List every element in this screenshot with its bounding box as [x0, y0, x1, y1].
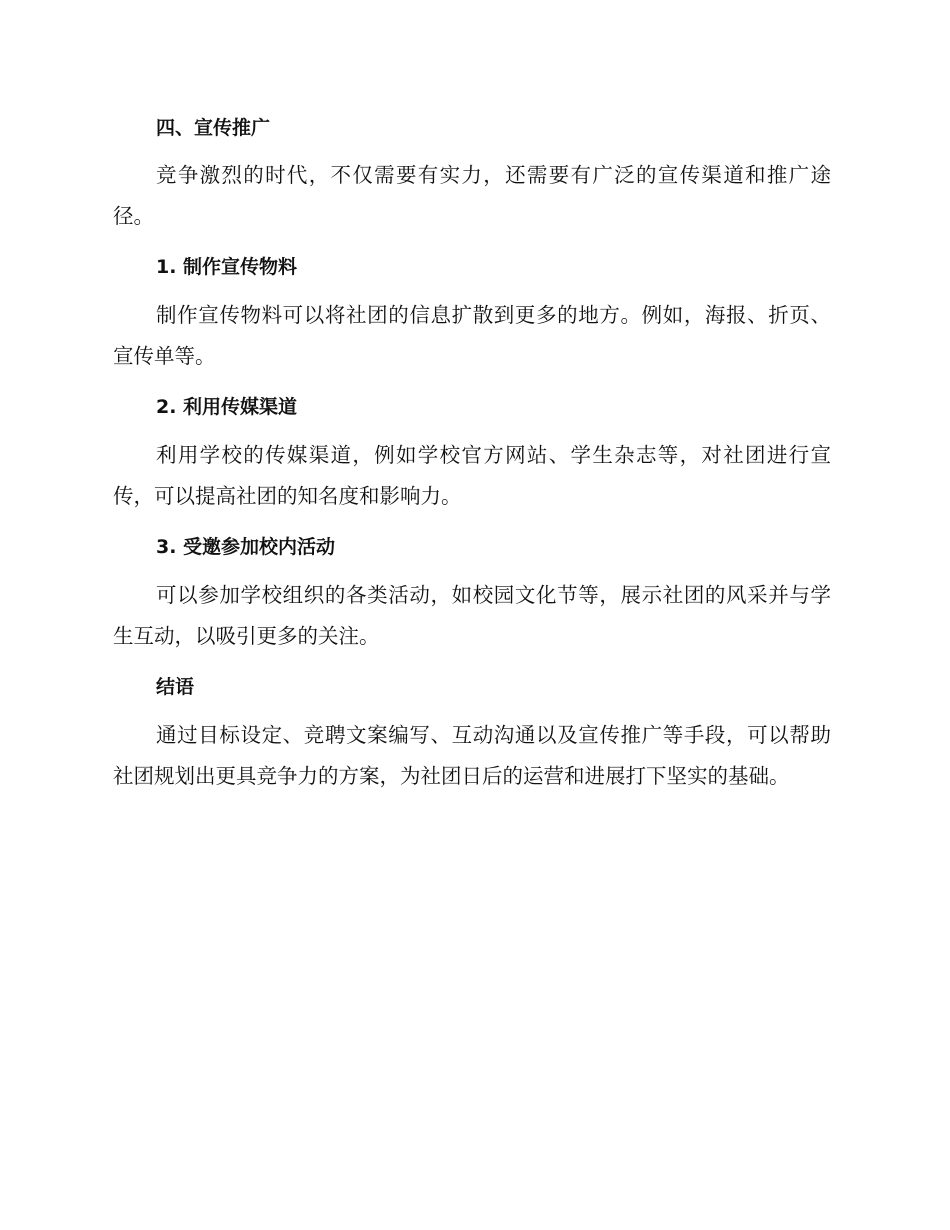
subsection-paragraph-2: 利用学校的传媒渠道，例如学校官方网站、学生杂志等，对社团进行宣传，可以提高社团的知名度和影响力。 [113, 443, 831, 508]
conclusion-paragraph: 通过目标设定、竞聘文案编写、互动沟通以及宣传推广等手段，可以帮助社团规划出更具竞争力的方案，为社团日后的运营和进展打下坚实的基础。 [113, 723, 831, 788]
conclusion-heading: 结语 [156, 676, 195, 698]
subsection-heading-3: 3. 受邀参加校内活动 [156, 536, 336, 558]
subsection-paragraph-3: 可以参加学校组织的各类活动，如校园文化节等，展示社团的风采并与学生互动，以吸引更多的关注。 [113, 583, 831, 648]
subsection-paragraph-1: 制作宣传物料可以将社团的信息扩散到更多的地方。例如，海报、折页、宣传单等。 [113, 303, 831, 368]
document-page [113, 108, 831, 797]
section-intro-paragraph: 竞争激烈的时代，不仅需要有实力，还需要有广泛的宣传渠道和推广途径。 [113, 163, 831, 228]
subsection-heading-2: 2. 利用传媒渠道 [156, 396, 298, 418]
subsection-heading-1: 1. 制作宣传物料 [156, 256, 298, 278]
section-heading: 四、宣传推广 [156, 117, 271, 139]
